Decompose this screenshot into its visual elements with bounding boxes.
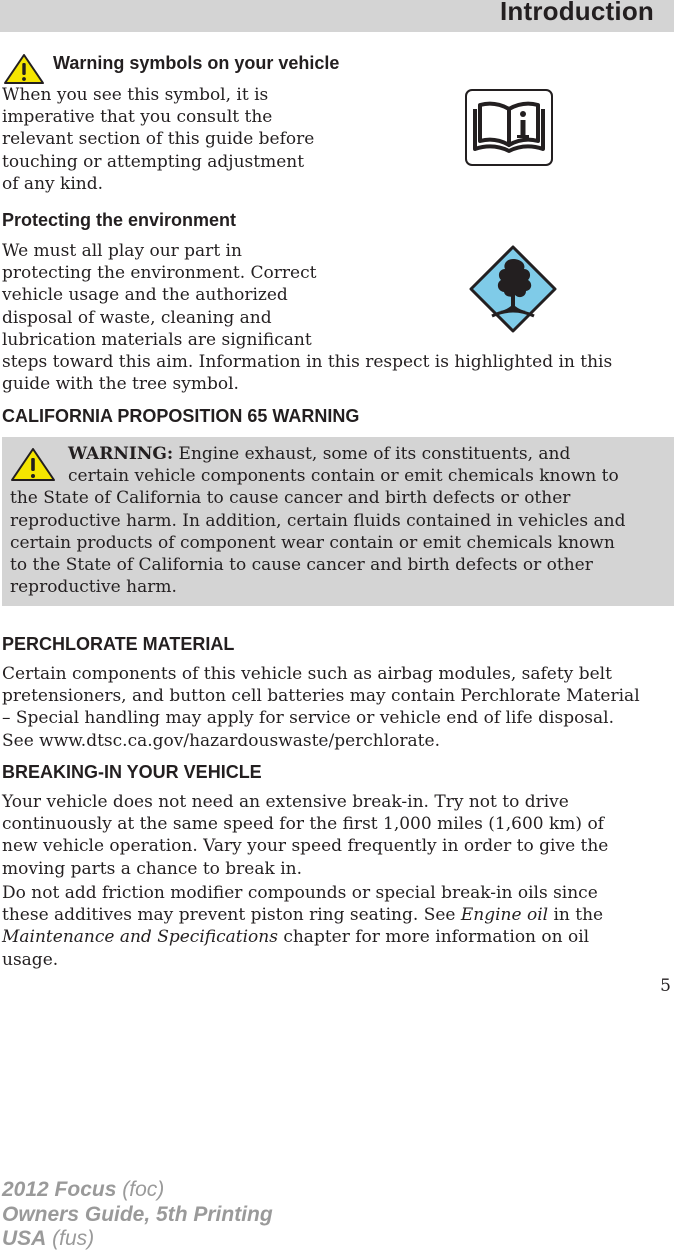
maintenance-chapter-reference: Maintenance and Specifications (2, 927, 278, 948)
warning-symbols-text: When you see this symbol, it is imperative that you consult the relevant section of this guide before touching or attempting adjustment of any kind. (2, 85, 315, 194)
tree-icon (468, 244, 558, 334)
environment-heading: Protecting the environment (2, 210, 237, 230)
prop65-heading: CALIFORNIA PROPOSITION 65 WARNING (2, 406, 360, 426)
perchlorate-text: Certain components of this vehicle such as airbag modules, safety belt pretensioners, and button cell batteries may contain Perchlorate Material – Special handling may apply for service or vehicle end of life disposal. See www.dtsc.ca.gov/hazardouswaste/perchlorate. (2, 664, 640, 751)
prop65-warning-text: WARNING: Engine exhaust, some of its constituents, and certain vehicle components contain or emit chemicals known to the State of California to cause cancer and birth defects or other reproductive harm. In addition, certain fluids contained in vehicles and certain products of component wear contain or emit chemicals known to the State of California to cause cancer and birth defects or other reproductive harm. (10, 444, 626, 598)
warning-triangle-icon (3, 53, 45, 85)
breakin-paragraph-2: Do not add friction modifier compounds or special break-in oils since these additives may prevent piston ring seating. See Engine oil in the Maintenance and Specifications chapter for more information on oil usage. (2, 883, 604, 970)
section-title: Introduction (499, 0, 654, 26)
warning-label: WARNING: (68, 444, 174, 464)
breakin-heading: BREAKING-IN YOUR VEHICLE (2, 762, 262, 782)
page-number: 5 (660, 976, 671, 996)
warning-symbols-heading: Warning symbols on your vehicle (53, 53, 340, 73)
engine-oil-reference: Engine oil (460, 905, 549, 926)
prop65-warning-box (2, 437, 674, 606)
breakin-paragraph-1: Your vehicle does not need an extensive break-in. Try not to drive continuously at the same speed for the first 1,000 miles (1,600 km) of new vehicle operation. Vary your speed frequently in order to give the moving parts a chance to break in. (2, 792, 609, 879)
environment-text: We must all play our part in protecting the environment. Correct vehicle usage and the authorized disposal of waste, cleaning and lubrication materials are significant steps toward this aim. Information in this respect is highlighted in this guide with the tree symbol. (2, 241, 613, 395)
book-info-icon (465, 89, 553, 166)
page-header (0, 0, 674, 32)
document-footer: 2012 Focus (foc) Owners Guide, 5th Printing USA (fus) (2, 1178, 273, 1250)
perchlorate-heading: PERCHLORATE MATERIAL (2, 634, 235, 654)
